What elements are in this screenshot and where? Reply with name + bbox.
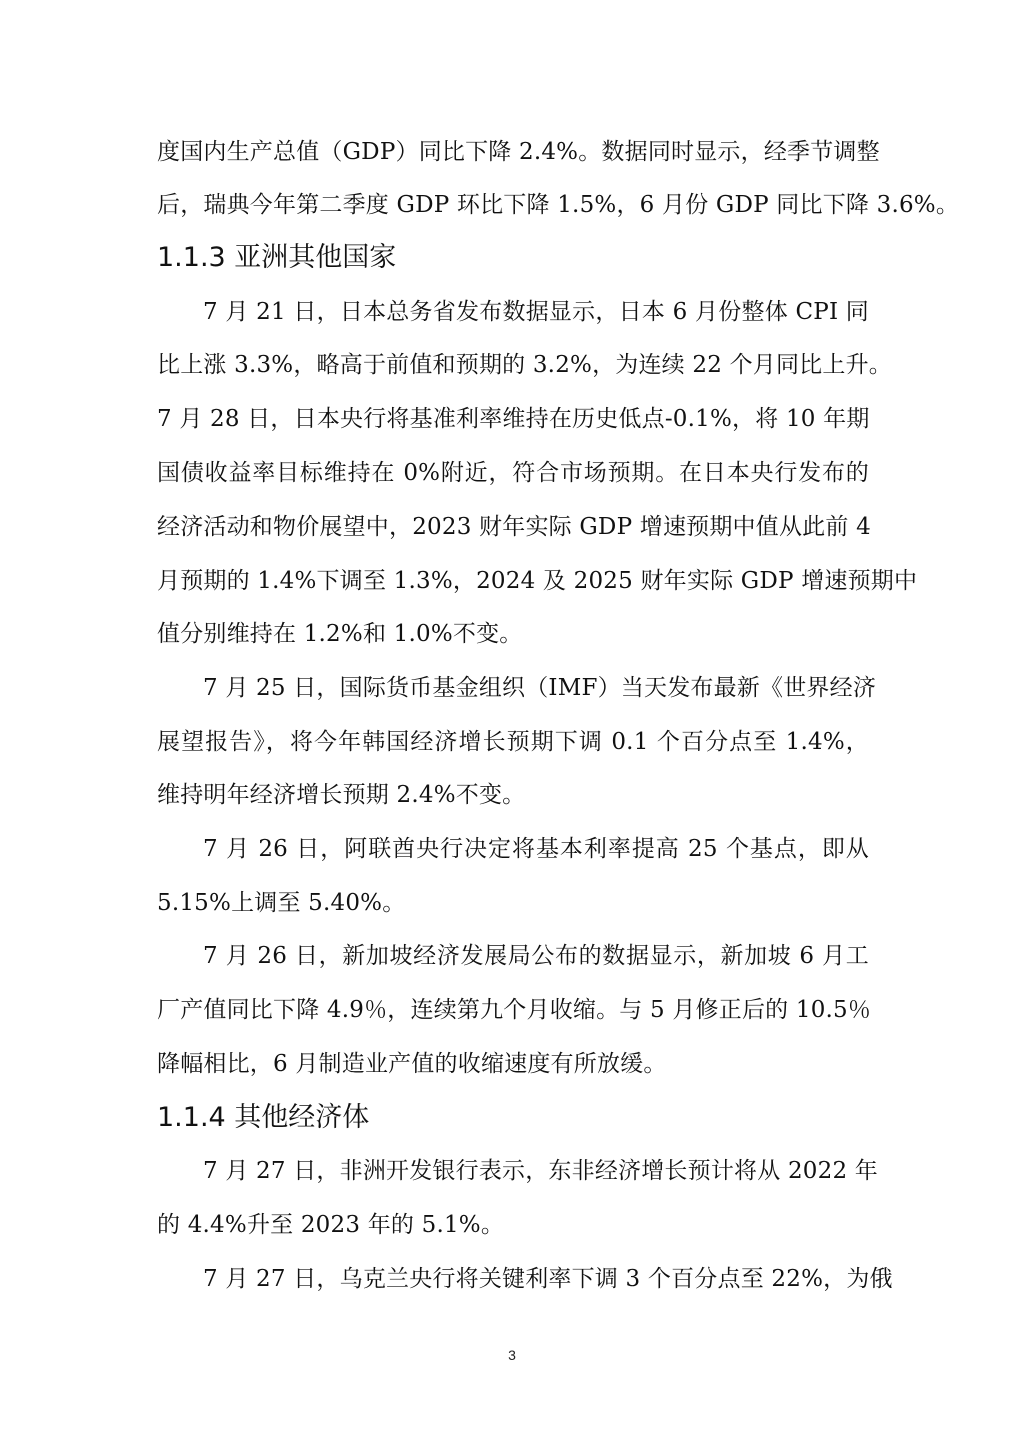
body-line: 经济活动和物价展望中，2023 财年实际 GDP 增速预期中值从此前 4: [157, 514, 871, 540]
body-line: 7 月 21 日，日本总务省发布数据显示，日本 6 月份整体 CPI 同: [203, 299, 869, 325]
body-line: 国债收益率目标维持在 0%附近，符合市场预期。在日本央行发布的: [157, 460, 869, 486]
body-line: 7 月 26 日，新加坡经济发展局公布的数据显示，新加坡 6 月工: [203, 943, 869, 969]
body-line: 7 月 28 日，日本央行将基准利率维持在历史低点-0.1%，将 10 年期: [157, 406, 870, 432]
body-line: 展望报告》，将今年韩国经济增长预期下调 0.1 个百分点至 1.4%，: [157, 729, 869, 755]
body-line: 7 月 26 日，阿联酋央行决定将基本利率提高 25 个基点，即从: [203, 836, 869, 862]
page-number: 3: [508, 1347, 516, 1363]
body-line: 厂产值同比下降 4.9％，连续第九个月收缩。与 5 月修正后的 10.5％: [157, 997, 872, 1023]
body-line: 比上涨 3.3%，略高于前值和预期的 3.2%，为连续 22 个月同比上升。: [157, 352, 892, 378]
body-line: 月预期的 1.4%下调至 1.3%，2024 及 2025 财年实际 GDP 增速预期中: [157, 568, 918, 594]
body-line: 7 月 27 日，非洲开发银行表示，东非经济增长预计将从 2022 年: [203, 1158, 878, 1184]
body-line: 5.15%上调至 5.40%。: [157, 890, 406, 916]
body-line: 值分别维持在 1.2%和 1.0%不变。: [157, 621, 523, 647]
section-heading-1-1-3: 1.1.3 亚洲其他国家: [157, 242, 397, 273]
body-line: 度国内生产总值（GDP）同比下降 2.4%。数据同时显示，经季节调整: [157, 139, 880, 165]
body-line: 7 月 25 日，国际货币基金组织（IMF）当天发布最新《世界经济: [203, 675, 877, 701]
body-line: 维持明年经济增长预期 2.4%不变。: [157, 782, 526, 808]
body-line: 的 4.4%升至 2023 年的 5.1%。: [157, 1212, 505, 1238]
body-line: 7 月 27 日，乌克兰央行将关键利率下调 3 个百分点至 22%，为俄: [203, 1266, 893, 1292]
section-heading-1-1-4: 1.1.4 其他经济体: [157, 1102, 370, 1133]
body-line: 后，瑞典今年第二季度 GDP 环比下降 1.5%，6 月份 GDP 同比下降 3.6%。: [157, 192, 960, 218]
body-line: 降幅相比，6 月制造业产值的收缩速度有所放缓。: [157, 1051, 667, 1077]
